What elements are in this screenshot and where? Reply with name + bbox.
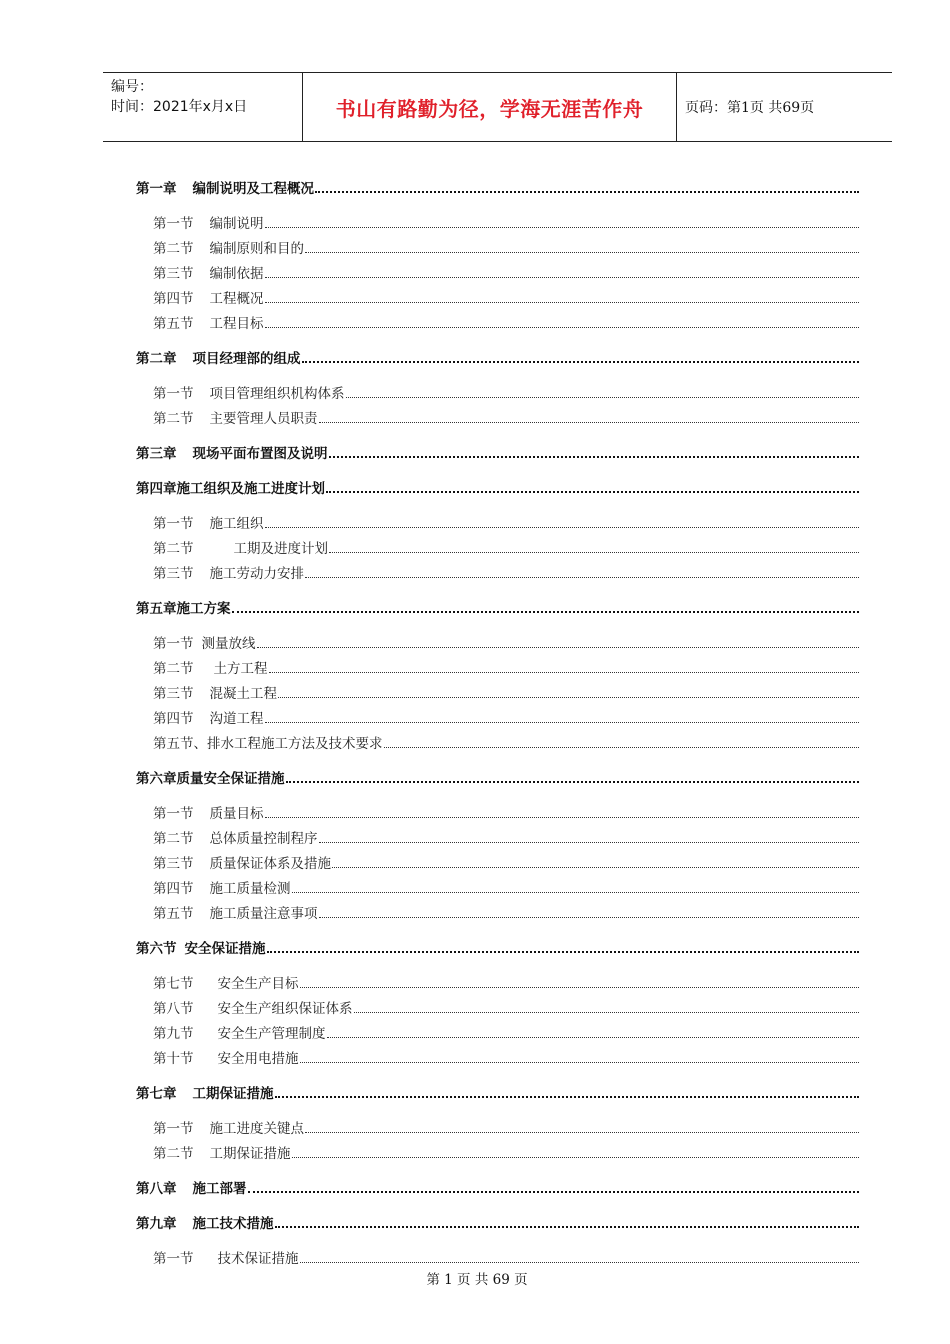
- toc-entry-title: 主要管理人员职责: [209, 411, 318, 427]
- toc-entry-title: 编制说明: [209, 216, 264, 232]
- toc-entry-label: [153, 707, 264, 727]
- toc-entry-label: [153, 802, 264, 822]
- toc-section-entry[interactable]: [136, 513, 859, 532]
- toc-entry-title: 总体质量控制程序: [209, 831, 318, 847]
- toc-section-entry[interactable]: [136, 658, 859, 677]
- toc-section-entry[interactable]: [136, 633, 859, 652]
- toc-section-entry[interactable]: [136, 733, 859, 752]
- toc-entry-title: 工期及进度计划: [233, 541, 328, 557]
- toc-entry-label: [136, 1082, 274, 1102]
- toc-entry-prefix: 第三节: [153, 856, 194, 872]
- document-number-label: 编号：: [111, 79, 153, 95]
- toc-entry-title: 安全用电措施: [217, 1051, 299, 1067]
- toc-entry-title: 安全生产目标: [217, 976, 299, 992]
- toc-leader-dots: [265, 326, 860, 328]
- toc-leader-dots: [302, 360, 860, 363]
- toc-entry-title: 编制说明及工程概况: [192, 181, 314, 197]
- toc-entry-prefix: 第二节: [153, 411, 194, 427]
- toc-entry-prefix: 第四节: [153, 881, 194, 897]
- toc-leader-dots: [354, 1011, 860, 1013]
- toc-entry-title: 土方工程: [213, 661, 268, 677]
- toc-section-entry[interactable]: [136, 1118, 859, 1137]
- toc-chapter-entry[interactable]: [136, 348, 859, 367]
- toc-leader-dots: [265, 526, 860, 528]
- toc-leader-dots: [265, 816, 860, 818]
- toc-entry-title: 沟道工程: [209, 711, 264, 727]
- toc-section-entry[interactable]: [136, 263, 859, 282]
- toc-entry-prefix: 第九节: [153, 1026, 194, 1042]
- toc-entry-prefix: 第二节: [153, 661, 194, 677]
- toc-leader-dots: [384, 746, 860, 748]
- toc-entry-label: [153, 657, 268, 677]
- toc-entry-title: 技术保证措施: [217, 1251, 299, 1267]
- toc-leader-dots: [326, 490, 859, 493]
- toc-entry-prefix: 第一节: [153, 1121, 194, 1137]
- toc-entry-title: 排水工程施工方法及技术要求: [207, 736, 383, 752]
- toc-section-entry[interactable]: [136, 313, 859, 332]
- toc-leader-dots: [267, 950, 860, 953]
- toc-entry-title: 工程目标: [209, 316, 264, 332]
- toc-entry-title: 工期保证措施: [209, 1146, 291, 1162]
- toc-entry-title: 工期保证措施: [192, 1086, 274, 1102]
- toc-chapter-entry[interactable]: [136, 1083, 859, 1102]
- toc-entry-label: [136, 477, 325, 497]
- toc-entry-prefix: 第二节: [153, 831, 194, 847]
- toc-chapter-entry[interactable]: [136, 478, 859, 497]
- toc-section-entry[interactable]: [136, 803, 859, 822]
- toc-entry-label: [153, 407, 318, 427]
- toc-entry-label: [153, 1142, 291, 1162]
- toc-entry-title: 项目管理组织机构体系: [209, 386, 345, 402]
- toc-entry-label: [136, 177, 314, 197]
- toc-chapter-entry[interactable]: [136, 443, 859, 462]
- toc-entry-label: [153, 1022, 326, 1042]
- toc-entry-title: 质量目标: [209, 806, 264, 822]
- toc-entry-prefix: 第七章: [136, 1086, 177, 1102]
- toc-section-entry[interactable]: [136, 708, 859, 727]
- toc-entry-prefix: 第一节: [153, 806, 194, 822]
- toc-entry-label: [153, 1117, 304, 1137]
- toc-entry-label: [153, 562, 304, 582]
- toc-entry-prefix: 第八节: [153, 1001, 194, 1017]
- toc-entry-prefix: 第五章: [136, 601, 177, 617]
- toc-leader-dots: [257, 646, 860, 648]
- toc-entry-prefix: 第六节: [136, 941, 177, 957]
- toc-entry-prefix: 第二章: [136, 351, 177, 367]
- toc-entry-title: 安全生产管理制度: [217, 1026, 326, 1042]
- toc-leader-dots: [346, 396, 860, 398]
- toc-leader-dots: [232, 610, 860, 613]
- toc-entry-label: [153, 902, 318, 922]
- page-footer: [0, 1268, 950, 1288]
- toc-leader-dots: [315, 190, 859, 193]
- toc-leader-dots: [292, 891, 860, 893]
- toc-section-entry[interactable]: [136, 538, 859, 557]
- toc-entry-prefix: 第一节: [153, 636, 194, 652]
- toc-leader-dots: [278, 696, 859, 698]
- toc-entry-label: [153, 1247, 299, 1267]
- toc-entry-label: [153, 382, 345, 402]
- toc-leader-dots: [265, 721, 860, 723]
- toc-entry-prefix: 第一节: [153, 216, 194, 232]
- toc-leader-dots: [319, 916, 860, 918]
- toc-leader-dots: [300, 1061, 860, 1063]
- toc-entry-title: 编制依据: [209, 266, 264, 282]
- toc-entry-title: 项目经理部的组成: [192, 351, 301, 367]
- toc-section-entry[interactable]: [136, 288, 859, 307]
- toc-entry-label: [136, 597, 231, 617]
- toc-entry-title: 编制原则和目的: [209, 241, 304, 257]
- page-footer-text: 第 1 页 共 69 页: [426, 1272, 528, 1288]
- toc-entry-label: [136, 442, 328, 462]
- toc-entry-label: [153, 732, 383, 752]
- toc-leader-dots: [305, 1131, 859, 1133]
- toc-entry-prefix: 第四章: [136, 481, 177, 497]
- toc-entry-title: 施工进度关键点: [209, 1121, 304, 1137]
- toc-entry-title: 施工组织及施工进度计划: [176, 481, 325, 497]
- toc-section-entry[interactable]: [136, 408, 859, 427]
- toc-chapter-entry[interactable]: [136, 1178, 859, 1197]
- toc-section-entry[interactable]: [136, 683, 859, 702]
- toc-leader-dots: [265, 276, 860, 278]
- toc-entry-label: [153, 632, 256, 652]
- document-time-label: 时间：2021年x月x日: [111, 99, 248, 115]
- header-meta: [103, 73, 303, 141]
- toc-leader-dots: [269, 671, 860, 673]
- toc-section-entry[interactable]: [136, 1143, 859, 1162]
- toc-entry-label: [153, 212, 264, 232]
- toc-entry-title: 施工质量注意事项: [209, 906, 318, 922]
- toc-entry-title: 施工技术措施: [192, 1216, 274, 1232]
- toc-entry-label: [153, 237, 304, 257]
- toc-entry-title: 施工部署: [192, 1181, 247, 1197]
- toc-leader-dots: [305, 251, 859, 253]
- toc-entry-prefix: 第三节: [153, 566, 194, 582]
- toc-chapter-entry[interactable]: [136, 938, 859, 957]
- toc-entry-prefix: 第二节: [153, 541, 194, 557]
- toc-leader-dots: [265, 226, 860, 228]
- toc-entry-label: [153, 852, 331, 872]
- toc-section-entry[interactable]: [136, 828, 859, 847]
- toc-entry-title: 施工劳动力安排: [209, 566, 304, 582]
- toc-section-entry[interactable]: [136, 973, 859, 992]
- toc-entry-title: 工程概况: [209, 291, 264, 307]
- toc-leader-dots: [248, 1190, 860, 1193]
- toc-entry-prefix: 第一节: [153, 386, 194, 402]
- toc-leader-dots: [319, 421, 860, 423]
- toc-entry-prefix: 第三节: [153, 266, 194, 282]
- toc-leader-dots: [265, 301, 860, 303]
- toc-leader-dots: [275, 1095, 860, 1098]
- toc-entry-prefix: 第四节: [153, 291, 194, 307]
- toc-entry-prefix: 第一章: [136, 181, 177, 197]
- toc-leader-dots: [319, 841, 860, 843]
- toc-section-entry[interactable]: [136, 563, 859, 582]
- toc-entry-label: [153, 287, 264, 307]
- toc-entry-label: [153, 827, 318, 847]
- toc-entry-title: 质量安全保证措施: [176, 771, 285, 787]
- toc-chapter-entry[interactable]: [136, 1213, 859, 1232]
- toc-section-entry[interactable]: [136, 383, 859, 402]
- toc-entry-label: [153, 1047, 299, 1067]
- toc-entry-title: 施工组织: [209, 516, 264, 532]
- toc-entry-prefix: 第四节: [153, 711, 194, 727]
- toc-entry-prefix: 第八章: [136, 1181, 177, 1197]
- toc-entry-label: [153, 262, 264, 282]
- toc-leader-dots: [329, 551, 859, 553]
- toc-leader-dots: [332, 866, 859, 868]
- toc-entry-prefix: 第七节: [153, 976, 194, 992]
- toc-leader-dots: [300, 986, 860, 988]
- toc-entry-label: [153, 972, 299, 992]
- toc-section-entry[interactable]: [136, 878, 859, 897]
- toc-chapter-entry[interactable]: [136, 598, 859, 617]
- toc-entry-prefix: 第五节、: [153, 736, 207, 752]
- toc-section-entry[interactable]: [136, 998, 859, 1017]
- toc-entry-title: 安全生产组织保证体系: [217, 1001, 353, 1017]
- toc-section-entry[interactable]: [136, 238, 859, 257]
- toc-chapter-entry[interactable]: [136, 768, 859, 787]
- toc-entry-prefix: 第二节: [153, 241, 194, 257]
- toc-leader-dots: [275, 1225, 860, 1228]
- toc-entry-label: [136, 1212, 274, 1232]
- document-header: [103, 72, 892, 142]
- toc-leader-dots: [286, 780, 860, 783]
- toc-entry-prefix: 第十节: [153, 1051, 194, 1067]
- toc-entry-prefix: 第三节: [153, 686, 194, 702]
- toc-entry-title: 测量放线: [201, 636, 256, 652]
- toc-entry-label: [136, 937, 266, 957]
- toc-entry-title: 现场平面布置图及说明: [192, 446, 328, 462]
- toc-section-entry[interactable]: [136, 213, 859, 232]
- toc-entry-prefix: 第二节: [153, 1146, 194, 1162]
- header-page-info: 页码：第1页 共69页: [685, 100, 815, 116]
- toc-entry-title: 施工质量检测: [209, 881, 291, 897]
- toc-entry-label: [136, 767, 285, 787]
- toc-entry-prefix: 第五节: [153, 906, 194, 922]
- toc-entry-label: [153, 537, 328, 557]
- toc-leader-dots: [305, 576, 859, 578]
- table-of-contents: [136, 178, 859, 1267]
- toc-section-entry[interactable]: [136, 853, 859, 872]
- toc-entry-label: [153, 682, 277, 702]
- toc-section-entry[interactable]: [136, 1023, 859, 1042]
- toc-leader-dots: [292, 1156, 860, 1158]
- toc-entry-label: [153, 312, 264, 332]
- header-slogan: 书山有路勤为径，学海无涯苦作舟: [303, 73, 677, 141]
- toc-entry-prefix: 第三章: [136, 446, 177, 462]
- toc-entry-prefix: 第一节: [153, 516, 194, 532]
- toc-entry-label: [153, 877, 291, 897]
- toc-entry-title: 混凝土工程: [209, 686, 277, 702]
- toc-section-entry[interactable]: [136, 1048, 859, 1067]
- toc-entry-prefix: 第五节: [153, 316, 194, 332]
- toc-section-entry[interactable]: [136, 903, 859, 922]
- toc-leader-dots: [327, 1036, 860, 1038]
- toc-entry-label: [153, 512, 264, 532]
- toc-leader-dots: [329, 455, 860, 458]
- toc-entry-label: [136, 1177, 247, 1197]
- toc-section-entry[interactable]: [136, 1248, 859, 1267]
- toc-entry-title: 质量保证体系及措施: [209, 856, 331, 872]
- toc-entry-label: [136, 347, 301, 367]
- toc-leader-dots: [300, 1261, 860, 1263]
- toc-entry-title: 安全保证措施: [184, 941, 266, 957]
- toc-entry-prefix: 第一节: [153, 1251, 194, 1267]
- toc-chapter-entry[interactable]: [136, 178, 859, 197]
- toc-entry-title: 施工方案: [176, 601, 231, 617]
- toc-entry-prefix: 第九章: [136, 1216, 177, 1232]
- toc-entry-label: [153, 997, 353, 1017]
- toc-entry-prefix: 第六章: [136, 771, 177, 787]
